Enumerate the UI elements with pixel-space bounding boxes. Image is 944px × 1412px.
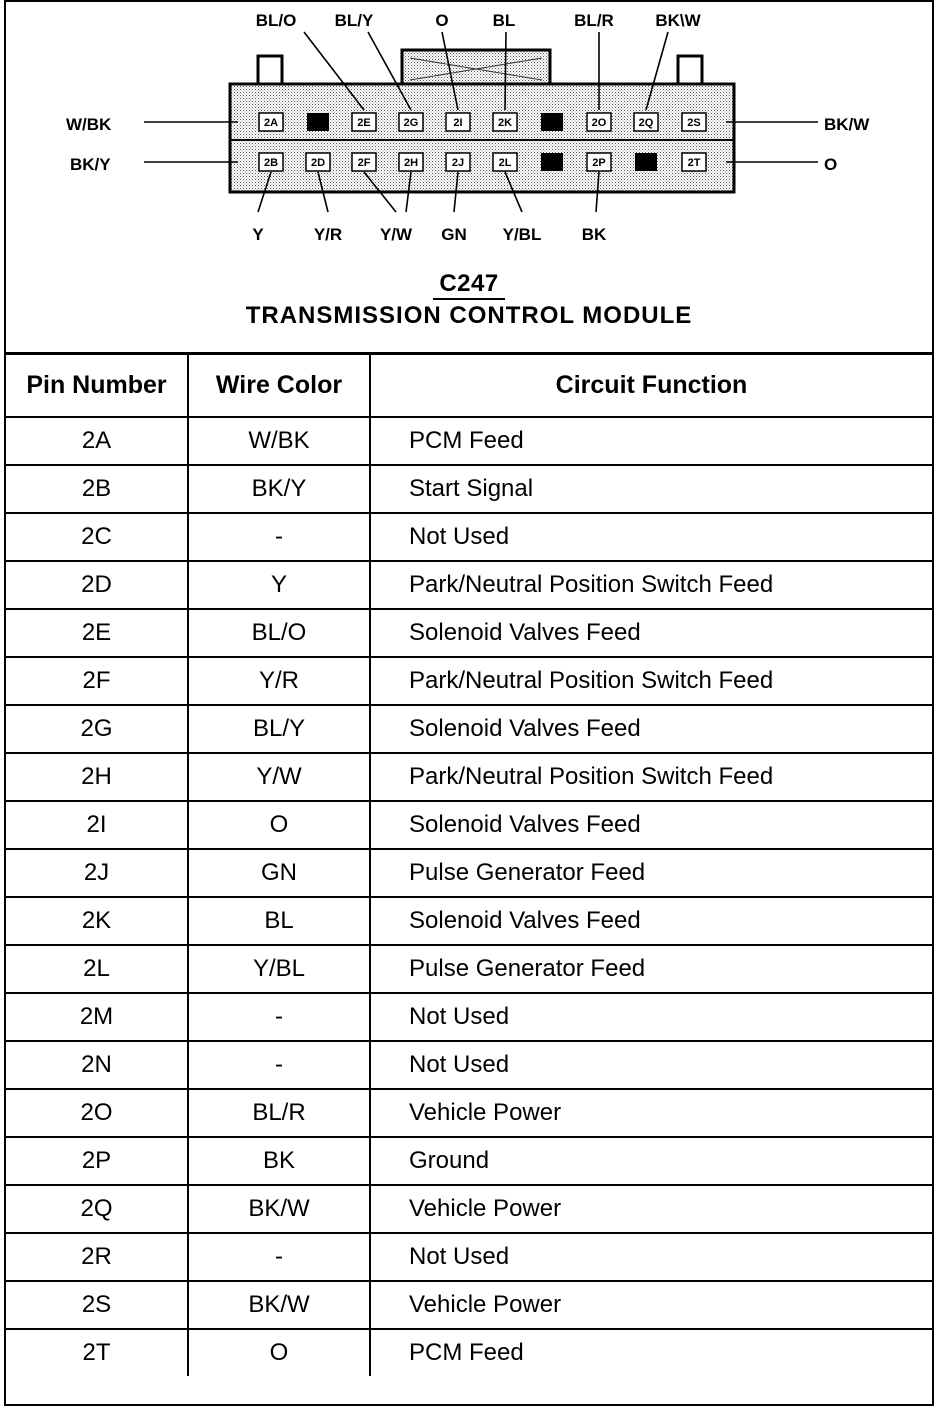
wire-label-gn: GN xyxy=(441,225,467,244)
function-cell: Vehicle Power xyxy=(370,1281,932,1329)
pin-cell: 2D xyxy=(6,561,188,609)
pin-cavity xyxy=(634,113,658,131)
pinout-table xyxy=(6,354,932,1376)
header-wire-color: Wire Color xyxy=(188,354,370,417)
pin-label: 2K xyxy=(497,117,513,129)
wire-cell: - xyxy=(188,993,370,1041)
pin-cavity xyxy=(682,113,706,131)
pin-cavity xyxy=(399,113,423,131)
wire-cell: BK/W xyxy=(188,1185,370,1233)
pin-label: 2A xyxy=(263,117,279,129)
function-cell: Solenoid Valves Feed xyxy=(370,801,932,849)
blocked-cavity xyxy=(635,153,657,171)
function-cell: Not Used xyxy=(370,1233,932,1281)
function-cell: Solenoid Valves Feed xyxy=(370,609,932,657)
wire-label-o-right: O xyxy=(824,155,838,174)
table-row xyxy=(6,1233,932,1281)
table-row xyxy=(6,417,932,465)
wire-cell: - xyxy=(188,1041,370,1089)
pin-cavity xyxy=(399,153,423,171)
pin-cell: 2P xyxy=(6,1137,188,1185)
wire-cell: - xyxy=(188,1233,370,1281)
pin-label: 2G xyxy=(403,117,419,129)
function-cell: Park/Neutral Position Switch Feed xyxy=(370,753,932,801)
table-row xyxy=(6,1185,932,1233)
wire-cell: Y/BL xyxy=(188,945,370,993)
pin-cavity xyxy=(493,153,517,171)
pin-cavity xyxy=(352,153,376,171)
table-row xyxy=(6,897,932,945)
left-lock-tab xyxy=(258,56,282,86)
wire-label-bl-o: BL/O xyxy=(255,11,297,30)
pin-cell: 2B xyxy=(6,465,188,513)
wire-label-bk-w-top: BK\W xyxy=(655,11,701,30)
wire-label-y: Y xyxy=(252,225,264,244)
pin-cell: 2Q xyxy=(6,1185,188,1233)
table-row xyxy=(6,1281,932,1329)
pin-label: 2F xyxy=(357,157,371,169)
pin-cavity xyxy=(587,113,611,131)
pin-label: 2D xyxy=(310,157,326,169)
table-row xyxy=(6,705,932,753)
pin-cell: 2I xyxy=(6,801,188,849)
pin-label: 2O xyxy=(591,117,607,129)
wire-cell: GN xyxy=(188,849,370,897)
blocked-cavity xyxy=(541,153,563,171)
wire-label-bk-w-right: BK/W xyxy=(824,115,870,134)
pin-cell: 2M xyxy=(6,993,188,1041)
function-cell: Start Signal xyxy=(370,465,932,513)
pin-label: 2S xyxy=(687,117,701,129)
table-row xyxy=(6,849,932,897)
pin-cell: 2A xyxy=(6,417,188,465)
wire-cell: W/BK xyxy=(188,417,370,465)
wire-cell: O xyxy=(188,801,370,849)
function-cell: PCM Feed xyxy=(370,1329,932,1376)
wire-label-bl-r: BL/R xyxy=(574,11,614,30)
pin-label: 2H xyxy=(403,157,419,169)
table-row xyxy=(6,1089,932,1137)
wire-cell: BL/R xyxy=(188,1089,370,1137)
table-row xyxy=(6,657,932,705)
blocked-cavity xyxy=(307,113,329,131)
wire-lead xyxy=(505,32,506,110)
pin-label: 2P xyxy=(592,157,606,169)
table-row xyxy=(6,513,932,561)
pin-label: 2E xyxy=(357,117,371,129)
wire-label-w-bk: W/BK xyxy=(66,115,112,134)
wire-label-bk: BK xyxy=(581,225,607,244)
connector-latch xyxy=(402,50,550,86)
pin-cavity xyxy=(259,113,283,131)
table-row xyxy=(6,1137,932,1185)
pin-cell: 2N xyxy=(6,1041,188,1089)
table-row xyxy=(6,465,932,513)
wire-label-o: O xyxy=(435,11,449,30)
function-cell: Not Used xyxy=(370,993,932,1041)
pin-label: 2T xyxy=(687,157,701,169)
pin-cell: 2C xyxy=(6,513,188,561)
wire-cell: BK xyxy=(188,1137,370,1185)
wire-cell: BK/Y xyxy=(188,465,370,513)
header-pin-number: Pin Number xyxy=(6,354,188,417)
wire-label-y-w: Y/W xyxy=(379,225,413,244)
wire-cell: Y xyxy=(188,561,370,609)
pin-cell: 2R xyxy=(6,1233,188,1281)
table-row xyxy=(6,609,932,657)
function-cell: Not Used xyxy=(370,1041,932,1089)
function-cell: Vehicle Power xyxy=(370,1089,932,1137)
function-cell: Park/Neutral Position Switch Feed xyxy=(370,657,932,705)
pin-cell: 2T xyxy=(6,1329,188,1376)
wire-cell: O xyxy=(188,1329,370,1376)
module-name: TRANSMISSION CONTROL MODULE xyxy=(245,302,693,329)
wire-label-y-bl: Y/BL xyxy=(502,225,542,244)
function-cell: Pulse Generator Feed xyxy=(370,945,932,993)
header-circuit-function: Circuit Function xyxy=(370,354,932,417)
connector-diagram xyxy=(6,2,932,355)
connector-id: C247 xyxy=(433,270,504,300)
function-cell: PCM Feed xyxy=(370,417,932,465)
pinout-sheet xyxy=(4,0,934,1406)
connector-body xyxy=(230,84,734,192)
function-cell: Solenoid Valves Feed xyxy=(370,897,932,945)
pin-cavity xyxy=(446,113,470,131)
wire-cell: BL/O xyxy=(188,609,370,657)
pin-cavity xyxy=(587,153,611,171)
wire-cell: - xyxy=(188,513,370,561)
blocked-cavity xyxy=(541,113,563,131)
wire-cell: Y/W xyxy=(188,753,370,801)
pin-cavity xyxy=(306,153,330,171)
function-cell: Vehicle Power xyxy=(370,1185,932,1233)
table-row xyxy=(6,753,932,801)
pin-label: 2J xyxy=(451,157,465,169)
pin-label: 2L xyxy=(498,157,512,169)
pin-label: 2Q xyxy=(638,117,654,129)
pin-cell: 2O xyxy=(6,1089,188,1137)
pin-cell: 2G xyxy=(6,705,188,753)
table-row xyxy=(6,993,932,1041)
pin-cell: 2L xyxy=(6,945,188,993)
connector-title xyxy=(6,270,932,330)
wire-cell: BL xyxy=(188,897,370,945)
pin-cell: 2E xyxy=(6,609,188,657)
table-row xyxy=(6,801,932,849)
wire-label-bl-y: BL/Y xyxy=(334,11,374,30)
pin-cavity xyxy=(352,113,376,131)
pin-cavity xyxy=(259,153,283,171)
wire-label-y-r: Y/R xyxy=(313,225,343,244)
pin-label: 2I xyxy=(453,117,463,129)
table-row xyxy=(6,1041,932,1089)
pin-cell: 2K xyxy=(6,897,188,945)
function-cell: Ground xyxy=(370,1137,932,1185)
pin-cavity xyxy=(493,113,517,131)
function-cell: Solenoid Valves Feed xyxy=(370,705,932,753)
wire-label-bl: BL xyxy=(492,11,516,30)
pin-label: 2B xyxy=(263,157,279,169)
table-row xyxy=(6,945,932,993)
wire-cell: Y/R xyxy=(188,657,370,705)
pin-cell: 2J xyxy=(6,849,188,897)
wire-cell: BL/Y xyxy=(188,705,370,753)
pin-cell: 2H xyxy=(6,753,188,801)
pin-cavity xyxy=(682,153,706,171)
function-cell: Not Used xyxy=(370,513,932,561)
table-row xyxy=(6,561,932,609)
table-row xyxy=(6,1329,932,1376)
pin-cell: 2F xyxy=(6,657,188,705)
pin-cell: 2S xyxy=(6,1281,188,1329)
wire-label-bk-y: BK/Y xyxy=(70,155,111,174)
function-cell: Park/Neutral Position Switch Feed xyxy=(370,561,932,609)
pin-cavity xyxy=(446,153,470,171)
wire-cell: BK/W xyxy=(188,1281,370,1329)
function-cell: Pulse Generator Feed xyxy=(370,849,932,897)
right-lock-tab xyxy=(678,56,702,86)
table-header-row xyxy=(6,354,932,417)
